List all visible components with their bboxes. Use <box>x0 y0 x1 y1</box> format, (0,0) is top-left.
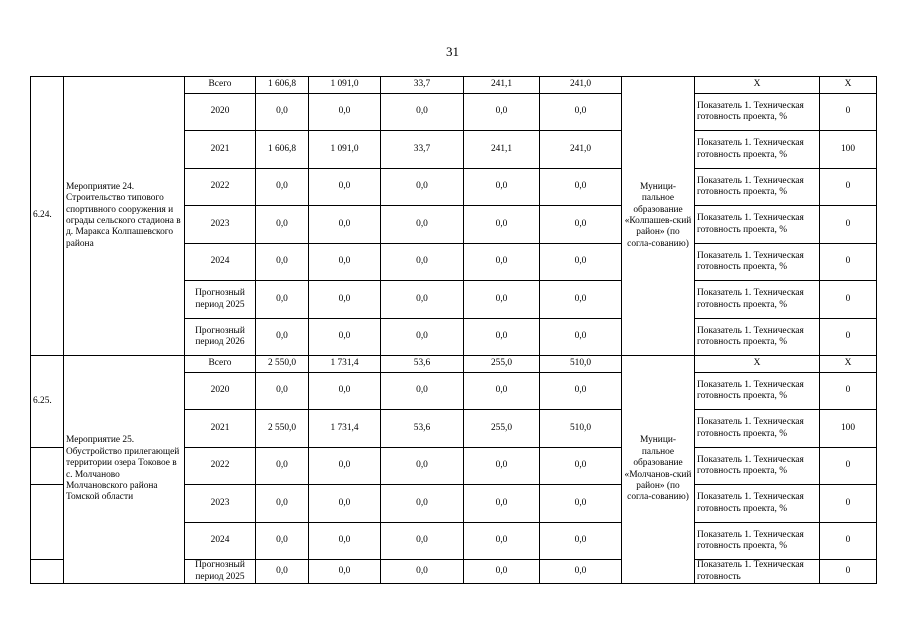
period-cell: 2021 <box>185 131 256 169</box>
value-federal: 0,0 <box>309 523 381 560</box>
value-regional: 0,0 <box>381 244 464 281</box>
target-cell: 0 <box>820 169 877 206</box>
target-cell: 0 <box>820 448 877 485</box>
value-federal: 0,0 <box>309 281 381 319</box>
value-federal: 1 731,4 <box>309 410 381 448</box>
value-federal: 0,0 <box>309 319 381 356</box>
value-total: 1 606,8 <box>256 77 309 94</box>
item-number-empty <box>31 560 64 584</box>
value-other: 0,0 <box>540 281 622 319</box>
indicator-cell: Показатель 1. Техническая готовность проекта, % <box>695 281 820 319</box>
value-total: 0,0 <box>256 560 309 584</box>
target-cell: 0 <box>820 485 877 523</box>
value-local: 0,0 <box>464 448 540 485</box>
value-total: 0,0 <box>256 169 309 206</box>
target-cell: 100 <box>820 410 877 448</box>
page-number: 31 <box>446 44 459 59</box>
value-local: 0,0 <box>464 244 540 281</box>
indicator-cell: Показатель 1. Техническая готовность проекта, % <box>695 206 820 244</box>
value-other: 0,0 <box>540 244 622 281</box>
period-cell: 2022 <box>185 448 256 485</box>
value-total: 2 550,0 <box>256 356 309 373</box>
indicator-cell: Х <box>695 356 820 373</box>
period-cell: 2022 <box>185 169 256 206</box>
item-number-empty <box>31 485 64 560</box>
item-name: Мероприятие 25. Обустройство прилегающей территории озера Токовое в с. Молчаново Молчановского района Томской области <box>64 356 185 584</box>
value-local: 255,0 <box>464 410 540 448</box>
value-total: 1 606,8 <box>256 131 309 169</box>
value-local: 0,0 <box>464 281 540 319</box>
value-local: 0,0 <box>464 319 540 356</box>
value-federal: 0,0 <box>309 169 381 206</box>
value-regional: 0,0 <box>381 206 464 244</box>
indicator-cell: Показатель 1. Техническая готовность проекта, % <box>695 131 820 169</box>
value-regional: 0,0 <box>381 448 464 485</box>
value-regional: 53,6 <box>381 410 464 448</box>
period-cell: Прогнозный период 2025 <box>185 281 256 319</box>
executor-cell: Муници-пальное образование «Молчанов-ский район» (по согла-сованию) <box>622 356 695 584</box>
value-local: 241,1 <box>464 77 540 94</box>
value-regional: 33,7 <box>381 77 464 94</box>
value-regional: 0,0 <box>381 373 464 410</box>
value-regional: 0,0 <box>381 560 464 584</box>
target-cell: 0 <box>820 373 877 410</box>
value-other: 0,0 <box>540 319 622 356</box>
period-cell: 2023 <box>185 206 256 244</box>
indicator-cell: Х <box>695 77 820 94</box>
indicator-cell: Показатель 1. Техническая готовность проекта, % <box>695 94 820 131</box>
item-number-empty <box>31 448 64 485</box>
value-federal: 0,0 <box>309 560 381 584</box>
period-cell: 2021 <box>185 410 256 448</box>
value-federal: 0,0 <box>309 373 381 410</box>
value-total: 2 550,0 <box>256 410 309 448</box>
value-total: 0,0 <box>256 244 309 281</box>
value-other: 510,0 <box>540 410 622 448</box>
value-federal: 0,0 <box>309 485 381 523</box>
value-other: 0,0 <box>540 448 622 485</box>
value-local: 0,0 <box>464 94 540 131</box>
value-regional: 0,0 <box>381 94 464 131</box>
value-local: 0,0 <box>464 206 540 244</box>
value-local: 0,0 <box>464 485 540 523</box>
indicator-cell: Показатель 1. Техническая готовность проекта, % <box>695 169 820 206</box>
item-number: 6.24. <box>31 77 64 356</box>
period-cell: 2020 <box>185 94 256 131</box>
value-federal: 1 091,0 <box>309 77 381 94</box>
value-total: 0,0 <box>256 94 309 131</box>
value-regional: 0,0 <box>381 281 464 319</box>
value-federal: 0,0 <box>309 206 381 244</box>
value-federal: 0,0 <box>309 448 381 485</box>
value-other: 0,0 <box>540 485 622 523</box>
program-table <box>30 76 877 584</box>
value-regional: 0,0 <box>381 485 464 523</box>
value-local: 0,0 <box>464 560 540 584</box>
value-other: 241,0 <box>540 131 622 169</box>
table-row <box>31 77 877 94</box>
value-other: 0,0 <box>540 206 622 244</box>
target-cell: Х <box>820 356 877 373</box>
target-cell: 0 <box>820 560 877 584</box>
target-cell: 0 <box>820 206 877 244</box>
indicator-cell: Показатель 1. Техническая готовность <box>695 560 820 584</box>
period-cell: Прогнозный период 2025 <box>185 560 256 584</box>
period-cell: 2023 <box>185 485 256 523</box>
value-other: 0,0 <box>540 523 622 560</box>
value-other: 0,0 <box>540 560 622 584</box>
period-cell: Всего <box>185 77 256 94</box>
value-local: 0,0 <box>464 523 540 560</box>
value-regional: 53,6 <box>381 356 464 373</box>
period-cell: 2024 <box>185 523 256 560</box>
indicator-cell: Показатель 1. Техническая готовность проекта, % <box>695 373 820 410</box>
value-local: 0,0 <box>464 373 540 410</box>
value-local: 0,0 <box>464 169 540 206</box>
value-total: 0,0 <box>256 319 309 356</box>
value-local: 241,1 <box>464 131 540 169</box>
value-regional: 0,0 <box>381 169 464 206</box>
value-other: 0,0 <box>540 94 622 131</box>
item-number: 6.25. <box>31 356 64 448</box>
value-other: 0,0 <box>540 169 622 206</box>
value-local: 255,0 <box>464 356 540 373</box>
item-name: Мероприятие 24. Строительство типового спортивного сооружения и ограды сельского стадиона в д. Маракса Колпашевского района <box>64 77 185 356</box>
period-cell: Всего <box>185 356 256 373</box>
target-cell: 0 <box>820 523 877 560</box>
value-total: 0,0 <box>256 448 309 485</box>
value-total: 0,0 <box>256 523 309 560</box>
value-regional: 0,0 <box>381 319 464 356</box>
indicator-cell: Показатель 1. Техническая готовность проекта, % <box>695 319 820 356</box>
indicator-cell: Показатель 1. Техническая готовность проекта, % <box>695 244 820 281</box>
target-cell: Х <box>820 77 877 94</box>
period-cell: 2020 <box>185 373 256 410</box>
value-regional: 33,7 <box>381 131 464 169</box>
indicator-cell: Показатель 1. Техническая готовность проекта, % <box>695 448 820 485</box>
table-row <box>31 356 877 373</box>
value-total: 0,0 <box>256 485 309 523</box>
value-federal: 1 091,0 <box>309 131 381 169</box>
executor-cell: Муници-пальное образование «Колпашев-ский район» (по согла-сованию) <box>622 77 695 356</box>
target-cell: 100 <box>820 131 877 169</box>
value-total: 0,0 <box>256 373 309 410</box>
value-total: 0,0 <box>256 281 309 319</box>
target-cell: 0 <box>820 94 877 131</box>
value-regional: 0,0 <box>381 523 464 560</box>
value-federal: 0,0 <box>309 94 381 131</box>
target-cell: 0 <box>820 244 877 281</box>
value-total: 0,0 <box>256 206 309 244</box>
value-other: 241,0 <box>540 77 622 94</box>
value-federal: 1 731,4 <box>309 356 381 373</box>
target-cell: 0 <box>820 281 877 319</box>
indicator-cell: Показатель 1. Техническая готовность проекта, % <box>695 523 820 560</box>
indicator-cell: Показатель 1. Техническая готовность проекта, % <box>695 410 820 448</box>
indicator-cell: Показатель 1. Техническая готовность проекта, % <box>695 485 820 523</box>
value-other: 0,0 <box>540 373 622 410</box>
value-federal: 0,0 <box>309 244 381 281</box>
target-cell: 0 <box>820 319 877 356</box>
period-cell: 2024 <box>185 244 256 281</box>
value-other: 510,0 <box>540 356 622 373</box>
period-cell: Прогнозный период 2026 <box>185 319 256 356</box>
